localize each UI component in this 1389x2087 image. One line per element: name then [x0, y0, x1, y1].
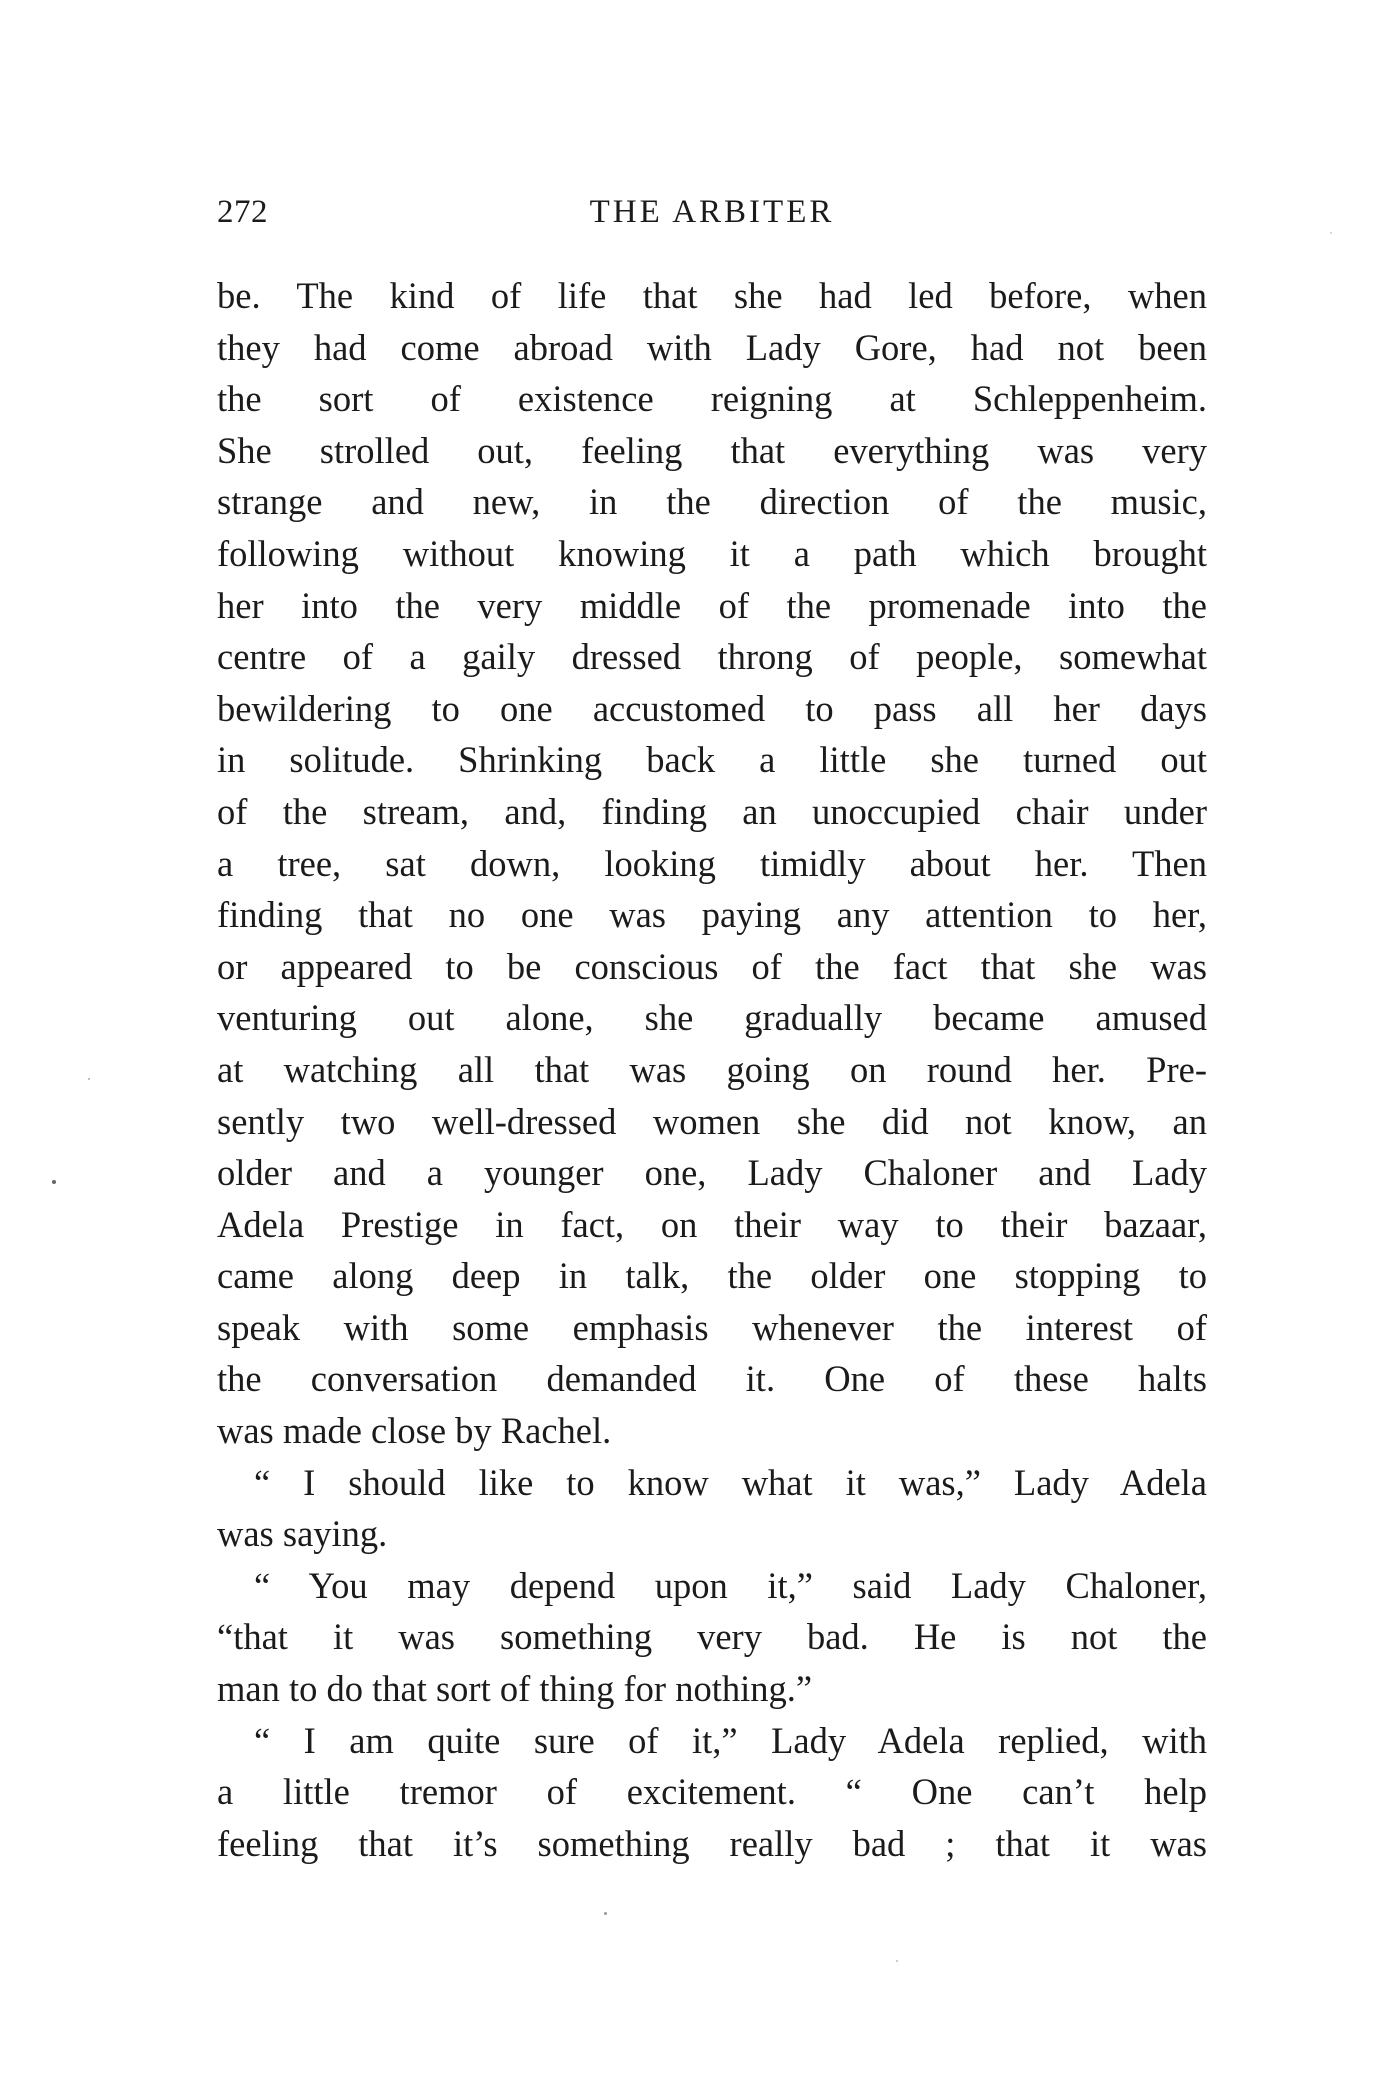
text-line: was made close by Rachel.: [217, 1410, 612, 1452]
text-line: or appeared to be conscious of the fact that she was: [217, 945, 1207, 987]
text-line: be. The kind of life that she had led before, when: [217, 275, 1207, 316]
text-line: came along deep in talk, the older one stopping to: [217, 1255, 1207, 1297]
text-line: her into the very middle of the promenade into the: [217, 584, 1207, 626]
text-line: was saying.: [217, 1513, 388, 1555]
text-line: feeling that it’s something really bad ; that it was: [217, 1822, 1207, 1864]
body-text: [217, 270, 1207, 1869]
text-line: “ I should like to know what it was,” Lady Adela: [254, 1461, 1207, 1503]
text-line: the sort of existence reigning at Schleppenheim.: [217, 378, 1207, 420]
text-line: of the stream, and, finding an unoccupied chair under: [217, 790, 1207, 832]
text-line: in solitude. Shrinking back a little she turned out: [217, 739, 1207, 781]
text-line: venturing out alone, she gradually became amused: [217, 997, 1207, 1039]
text-line: finding that no one was paying any attention to her,: [217, 894, 1207, 936]
scan-speck: [604, 1912, 607, 1915]
page-header: [217, 188, 1207, 236]
scan-speck: [1330, 232, 1332, 234]
text-line: centre of a gaily dressed throng of people, somewhat: [217, 636, 1207, 678]
text-line: She strolled out, feeling that everything was very: [217, 429, 1207, 471]
text-line: speak with some emphasis whenever the interest of: [217, 1306, 1207, 1348]
text-line: “that it was something very bad. He is not the: [217, 1616, 1207, 1658]
text-line: “ I am quite sure of it,” Lady Adela replied, with: [254, 1719, 1207, 1761]
text-line: at watching all that was going on round her. Pre-: [217, 1048, 1207, 1090]
text-line: a little tremor of excitement. “ One can’t help: [217, 1771, 1207, 1813]
text-line: the conversation demanded it. One of these halts: [217, 1358, 1207, 1400]
text-line: strange and new, in the direction of the music,: [217, 481, 1207, 523]
scan-speck: [52, 1180, 56, 1184]
page-number: 272: [217, 194, 268, 230]
text-line: “ You may depend upon it,” said Lady Chaloner,: [254, 1564, 1207, 1606]
scan-speck: [896, 1960, 898, 1962]
text-line: Adela Prestige in fact, on their way to their bazaar,: [217, 1203, 1207, 1245]
text-line: following without knowing it a path which brought: [217, 532, 1207, 574]
text-line: a tree, sat down, looking timidly about her. Then: [217, 842, 1207, 884]
text-line: man to do that sort of thing for nothing.”: [217, 1668, 813, 1710]
text-line: sently two well-dressed women she did not know, an: [217, 1100, 1207, 1142]
scan-speck: [88, 1078, 90, 1080]
text-line: they had come abroad with Lady Gore, had not been: [217, 326, 1207, 368]
text-line: bewildering to one accustomed to pass all her days: [217, 687, 1207, 729]
text-line: older and a younger one, Lady Chaloner and Lady: [217, 1152, 1207, 1194]
running-title: THE ARBITER: [589, 194, 835, 230]
